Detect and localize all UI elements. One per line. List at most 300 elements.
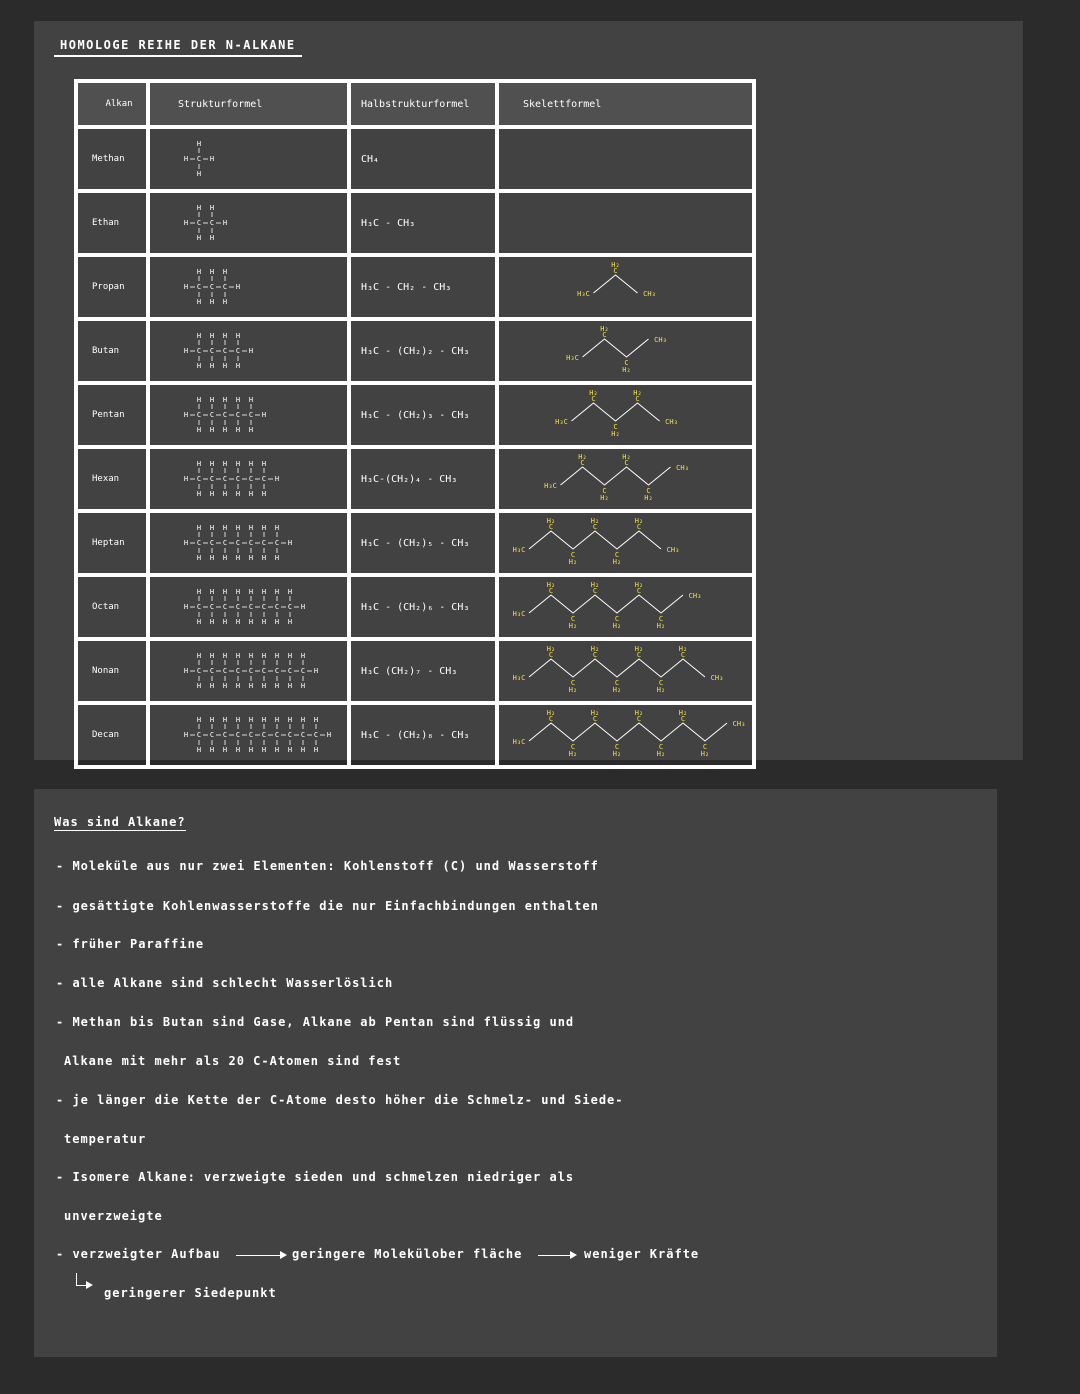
skeletal-formula-cell: [497, 383, 754, 447]
structural-formula: [180, 199, 243, 243]
alkane-name: Heptan: [92, 538, 125, 548]
ch2-label: H₂: [546, 709, 556, 717]
skeletal-formula: [499, 193, 752, 249]
hydrogen-label: H: [209, 155, 215, 163]
note-line-12: geringerer Siedepunkt: [104, 1286, 277, 1300]
alkane-name: Nonan: [92, 666, 120, 676]
ch3-label: H₃C: [512, 546, 526, 554]
carbon-label: C: [222, 603, 228, 611]
hydrogen-label: H: [209, 234, 215, 242]
skeletal-formula-cell: [497, 447, 754, 511]
carbon-label: C: [602, 331, 607, 339]
structural-formula: [180, 647, 334, 691]
skeletal-formula-wrapper: [499, 385, 752, 445]
ch2-label: H₂: [546, 645, 556, 653]
carbon-label: C: [209, 411, 215, 419]
hydrogen-label: H: [196, 652, 202, 660]
hydrogen-label: H: [274, 682, 280, 690]
hydrogen-label: H: [222, 716, 228, 724]
alkane-name-cell: [76, 639, 148, 703]
half-structural-formula-cell: [349, 319, 497, 383]
hydrogen-label: H: [222, 554, 228, 562]
hydrogen-label: H: [274, 588, 280, 596]
carbon-label: C: [614, 615, 620, 623]
hydrogen-label: H: [209, 554, 215, 562]
alkane-name-cell: [76, 703, 148, 767]
carbon-label: C: [248, 667, 254, 675]
note-line-5: - Methan bis Butan sind Gase, Alkane ab Pentan sind flüssig und: [56, 1015, 575, 1029]
alkane-name: Methan: [92, 154, 125, 164]
arrow-right-icon: [280, 1251, 287, 1259]
structural-formula-wrapper: [180, 647, 347, 695]
carbon-label: C: [602, 487, 607, 495]
skeletal-formula-wrapper: [499, 129, 752, 189]
column-header-skelettformel: Skelettformel: [497, 81, 754, 127]
hydrogen-label: H: [287, 539, 293, 547]
structural-formula-wrapper: [180, 263, 347, 311]
hydrogen-label: H: [274, 554, 280, 562]
hydrogen-label: H: [248, 396, 254, 404]
ch2-label: H₂: [700, 750, 710, 758]
carbon-label: C: [592, 587, 598, 595]
hydrogen-label: H: [222, 362, 228, 370]
half-structural-formula: H₃C (CH₂)₇ - CH₃: [361, 665, 458, 677]
ch2-label: H₂: [546, 517, 556, 525]
carbon-label: C: [222, 539, 228, 547]
carbon-label: C: [614, 743, 620, 751]
half-structural-formula-cell: [349, 255, 497, 319]
ch3-label: CH₃: [710, 674, 724, 682]
carbon-label: C: [592, 523, 598, 531]
table-panel: [34, 21, 1023, 760]
hydrogen-label: H: [222, 396, 228, 404]
note-line-11-end: weniger Kräfte: [584, 1247, 700, 1261]
note-line-1: - Moleküle aus nur zwei Elementen: Kohlenstoff (C) und Wasserstoff: [56, 859, 599, 873]
structural-formula-wrapper: [180, 711, 347, 759]
hydrogen-label: H: [274, 716, 280, 724]
carbon-chain: [572, 403, 660, 421]
carbon-label: C: [235, 539, 241, 547]
hydrogen-label: H: [196, 332, 202, 340]
carbon-label: C: [209, 347, 215, 355]
ch2-label: H₂: [600, 325, 609, 333]
hydrogen-label: H: [183, 603, 189, 611]
hydrogen-label: H: [287, 618, 293, 626]
hydrogen-label: H: [235, 746, 241, 754]
skeletal-formula-cell: [497, 511, 754, 575]
table-row: [76, 511, 754, 575]
skeletal-formula: [499, 513, 752, 569]
hydrogen-label: H: [248, 347, 254, 355]
carbon-label: C: [548, 523, 554, 531]
carbon-label: C: [570, 743, 576, 751]
carbon-label: C: [209, 667, 215, 675]
note-line-4: - alle Alkane sind schlecht Wasserlöslich: [56, 976, 394, 990]
half-structural-formula: H₃C - (CH₂)₃ - CH₃: [361, 409, 470, 421]
carbon-chain: [529, 723, 727, 741]
alkane-name: Octan: [92, 602, 120, 612]
ch2-label: H₂: [612, 686, 622, 694]
hydrogen-label: H: [196, 426, 202, 434]
hydrogen-label: H: [222, 460, 228, 468]
carbon-label: C: [287, 603, 293, 611]
structural-formula: [180, 583, 321, 627]
notes-content: [34, 789, 997, 1357]
hydrogen-label: H: [274, 746, 280, 754]
half-structural-formula-cell: [349, 703, 497, 767]
table-row: [76, 447, 754, 511]
ch2-label: H₂: [644, 494, 653, 502]
hydrogen-label: H: [248, 554, 254, 562]
hydrogen-label: H: [209, 426, 215, 434]
carbon-label: C: [235, 475, 241, 483]
carbon-label: C: [261, 731, 267, 739]
hydrogen-label: H: [235, 682, 241, 690]
table-row: [76, 191, 754, 255]
hydrogen-label: H: [222, 524, 228, 532]
hydrogen-label: H: [300, 603, 306, 611]
ch2-label: H₂: [568, 558, 578, 566]
carbon-label: C: [209, 475, 215, 483]
hydrogen-label: H: [183, 539, 189, 547]
hydrogen-label: H: [209, 588, 215, 596]
hydrogen-label: H: [261, 682, 267, 690]
hydrogen-label: H: [248, 588, 254, 596]
ch3-label: H₃C: [512, 738, 526, 746]
hydrogen-label: H: [248, 460, 254, 468]
hydrogen-label: H: [183, 155, 189, 163]
hydrogen-label: H: [300, 682, 306, 690]
structural-formula-wrapper: [180, 135, 347, 183]
ch2-label: H₂: [590, 645, 600, 653]
skeletal-formula-cell: [497, 575, 754, 639]
hydrogen-label: H: [287, 588, 293, 596]
note-line-2: - gesättigte Kohlenwasserstoffe die nur Einfachbindungen enthalten: [56, 899, 599, 913]
hydrogen-label: H: [222, 332, 228, 340]
ch3-label: H₃C: [566, 354, 579, 362]
carbon-label: C: [209, 539, 215, 547]
carbon-label: C: [209, 283, 215, 291]
alkane-table: [74, 79, 756, 769]
carbon-label: C: [274, 539, 280, 547]
hydrogen-label: H: [274, 618, 280, 626]
carbon-label: C: [196, 667, 202, 675]
hydrogen-label: H: [261, 588, 267, 596]
hydrogen-label: H: [248, 682, 254, 690]
skeletal-formula: [499, 257, 752, 313]
hydrogen-label: H: [222, 426, 228, 434]
carbon-label: C: [209, 603, 215, 611]
ch3-label: CH₃: [666, 546, 680, 554]
hydrogen-label: H: [287, 682, 293, 690]
carbon-label: C: [248, 539, 254, 547]
hydrogen-label: H: [209, 746, 215, 754]
hydrogen-label: H: [209, 524, 215, 532]
structural-formula-cell: [148, 511, 349, 575]
structural-formula-cell: [148, 255, 349, 319]
alkane-name-cell: [76, 127, 148, 191]
alkane-name: Pentan: [92, 410, 125, 420]
carbon-chain: [529, 659, 705, 677]
hydrogen-label: H: [196, 554, 202, 562]
alkane-name-cell: [76, 383, 148, 447]
half-structural-formula: H₃C - (CH₂)₅ - CH₃: [361, 537, 470, 549]
half-structural-formula: H₃C - CH₂ - CH₃: [361, 281, 452, 293]
skeletal-formula-cell: [497, 127, 754, 191]
carbon-label: C: [680, 651, 686, 659]
carbon-label: C: [209, 219, 215, 227]
hydrogen-label: H: [196, 746, 202, 754]
carbon-label: C: [209, 731, 215, 739]
structural-formula: [180, 391, 282, 435]
carbon-label: C: [235, 411, 241, 419]
half-structural-formula-cell: [349, 191, 497, 255]
carbon-label: C: [613, 267, 618, 275]
carbon-label: C: [658, 679, 664, 687]
table-row: [76, 575, 754, 639]
alkane-name-cell: [76, 511, 148, 575]
carbon-label: C: [614, 551, 620, 559]
ch3-label: CH₃: [654, 336, 667, 344]
half-structural-formula: H₃C-(CH₂)₄ - CH₃: [361, 473, 458, 485]
hydrogen-label: H: [196, 268, 202, 276]
carbon-label: C: [222, 475, 228, 483]
alkane-name: Butan: [92, 346, 120, 356]
carbon-label: C: [235, 347, 241, 355]
hydrogen-label: H: [261, 524, 267, 532]
structural-formula-cell: [148, 703, 349, 767]
carbon-label: C: [548, 587, 554, 595]
hydrogen-label: H: [209, 716, 215, 724]
hydrogen-label: H: [209, 618, 215, 626]
carbon-label: C: [636, 523, 642, 531]
note-line-9: - Isomere Alkane: verzweigte sieden und schmelzen niedriger als: [56, 1170, 575, 1184]
hydrogen-label: H: [222, 298, 228, 306]
ch2-label: H₂: [634, 581, 644, 589]
ch2-label: H₂: [656, 686, 666, 694]
hydrogen-label: H: [287, 746, 293, 754]
carbon-label: C: [624, 359, 629, 367]
carbon-label: C: [261, 603, 267, 611]
carbon-label: C: [248, 475, 254, 483]
hydrogen-label: H: [209, 362, 215, 370]
hydrogen-label: H: [183, 667, 189, 675]
hydrogen-label: H: [300, 652, 306, 660]
hydrogen-label: H: [209, 682, 215, 690]
hydrogen-label: H: [235, 426, 241, 434]
carbon-label: C: [592, 651, 598, 659]
carbon-label: C: [235, 603, 241, 611]
hydrogen-label: H: [235, 618, 241, 626]
hydrogen-label: H: [235, 396, 241, 404]
structural-formula-wrapper: [180, 391, 347, 439]
hydrogen-label: H: [196, 682, 202, 690]
carbon-label: C: [591, 395, 596, 403]
hydrogen-label: H: [261, 490, 267, 498]
hydrogen-label: H: [300, 716, 306, 724]
ch2-label: H₂: [656, 750, 666, 758]
hydrogen-label: H: [235, 652, 241, 660]
hydrogen-label: H: [183, 475, 189, 483]
skeletal-formula-wrapper: [499, 449, 752, 509]
skeletal-formula-cell: [497, 703, 754, 767]
carbon-label: C: [248, 731, 254, 739]
carbon-label: C: [592, 715, 598, 723]
skeletal-formula: [499, 705, 752, 761]
skeletal-formula: [499, 641, 752, 697]
note-line-8: temperatur: [64, 1132, 147, 1146]
alkane-name-cell: [76, 191, 148, 255]
hydrogen-label: H: [248, 652, 254, 660]
skeletal-formula-wrapper: [499, 705, 752, 765]
hydrogen-label: H: [196, 716, 202, 724]
skeletal-formula: [499, 449, 752, 505]
structural-formula-cell: [148, 639, 349, 703]
carbon-label: C: [248, 603, 254, 611]
structural-formula-wrapper: [180, 519, 347, 567]
hydrogen-label: H: [183, 411, 189, 419]
carbon-label: C: [261, 539, 267, 547]
ch2-label: H₂: [622, 453, 631, 461]
carbon-label: C: [636, 587, 642, 595]
carbon-label: C: [646, 487, 651, 495]
ch2-label: H₂: [546, 581, 556, 589]
ch2-label: H₂: [568, 750, 578, 758]
carbon-label: C: [274, 667, 280, 675]
hydrogen-label: H: [183, 219, 189, 227]
alkane-name: Propan: [92, 282, 125, 292]
structural-formula-cell: [148, 319, 349, 383]
carbon-label: C: [636, 715, 642, 723]
hydrogen-label: H: [196, 362, 202, 370]
skeletal-formula-cell: [497, 319, 754, 383]
hydrogen-label: H: [196, 234, 202, 242]
hydrogen-label: H: [274, 652, 280, 660]
ch3-label: H₃C: [544, 482, 557, 490]
ch3-label: CH₃: [665, 418, 678, 426]
notes-panel: [34, 789, 997, 1357]
ch2-label: H₂: [656, 622, 666, 630]
ch2-label: H₂: [634, 709, 644, 717]
half-structural-formula: H₃C - (CH₂)₈ - CH₃: [361, 729, 470, 741]
table-body: [76, 127, 754, 767]
hydrogen-label: H: [248, 618, 254, 626]
carbon-label: C: [570, 679, 576, 687]
carbon-label: C: [702, 743, 708, 751]
carbon-label: C: [196, 539, 202, 547]
half-structural-formula: H₃C - CH₃: [361, 217, 416, 229]
hydrogen-label: H: [222, 490, 228, 498]
table-row: [76, 127, 754, 191]
hydrogen-label: H: [222, 746, 228, 754]
hydrogen-label: H: [326, 731, 332, 739]
hydrogen-label: H: [209, 460, 215, 468]
hydrogen-label: H: [235, 490, 241, 498]
page-title: HOMOLOGE REIHE DER N-ALKANE: [54, 38, 302, 57]
carbon-label: C: [261, 475, 267, 483]
carbon-label: C: [580, 459, 585, 467]
carbon-label: C: [300, 667, 306, 675]
ch2-label: H₂: [568, 686, 578, 694]
carbon-label: C: [287, 731, 293, 739]
carbon-label: C: [261, 667, 267, 675]
skeletal-formula-cell: [497, 255, 754, 319]
carbon-label: C: [570, 615, 576, 623]
ch2-label: H₂: [633, 389, 642, 397]
ch3-label: H₃C: [577, 290, 590, 298]
hydrogen-label: H: [222, 652, 228, 660]
alkane-name-cell: [76, 447, 148, 511]
carbon-label: C: [624, 459, 629, 467]
hydrogen-label: H: [196, 298, 202, 306]
carbon-label: C: [300, 731, 306, 739]
column-header-halbstrukturformel: Halbstrukturformel: [349, 81, 497, 127]
structural-formula-cell: [148, 127, 349, 191]
hydrogen-label: H: [248, 490, 254, 498]
hydrogen-label: H: [196, 524, 202, 532]
note-line-7: - je länger die Kette der C-Atome desto höher die Schmelz- und Siede-: [56, 1093, 624, 1107]
note-line-6: Alkane mit mehr als 20 C-Atomen sind fest: [64, 1054, 402, 1068]
skeletal-formula: [499, 385, 752, 441]
hydrogen-label: H: [196, 140, 202, 148]
carbon-label: C: [222, 731, 228, 739]
structural-formula: [180, 263, 256, 307]
carbon-label: C: [222, 347, 228, 355]
half-structural-formula-cell: [349, 447, 497, 511]
hydrogen-label: H: [300, 746, 306, 754]
arrow-line-2: [538, 1255, 572, 1256]
ch3-label: CH₃: [732, 720, 746, 728]
table-row: [76, 255, 754, 319]
hydrogen-label: H: [222, 682, 228, 690]
hydrogen-label: H: [235, 283, 241, 291]
carbon-chain: [561, 467, 671, 485]
carbon-label: C: [196, 219, 202, 227]
carbon-label: C: [548, 651, 554, 659]
hydrogen-label: H: [235, 524, 241, 532]
carbon-chain: [529, 595, 683, 613]
carbon-label: C: [614, 679, 620, 687]
hydrogen-label: H: [313, 746, 319, 754]
carbon-label: C: [274, 731, 280, 739]
column-header-alkan: Alkan: [76, 81, 148, 127]
ch2-label: H₂: [590, 709, 600, 717]
carbon-chain: [594, 275, 638, 293]
column-header-strukturformel: Strukturformel: [148, 81, 349, 127]
hydrogen-label: H: [287, 716, 293, 724]
carbon-label: C: [658, 615, 664, 623]
skeletal-formula: [499, 577, 752, 633]
half-structural-formula-cell: [349, 383, 497, 447]
hydrogen-label: H: [183, 731, 189, 739]
carbon-label: C: [548, 715, 554, 723]
carbon-label: C: [248, 411, 254, 419]
ch2-label: H₂: [578, 453, 587, 461]
ch2-label: H₂: [600, 494, 609, 502]
carbon-label: C: [196, 347, 202, 355]
carbon-label: C: [196, 155, 202, 163]
ch2-label: H₂: [678, 709, 688, 717]
carbon-label: C: [287, 667, 293, 675]
table-row: [76, 319, 754, 383]
skeletal-formula-wrapper: [499, 321, 752, 381]
hydrogen-label: H: [209, 298, 215, 306]
half-structural-formula-cell: [349, 639, 497, 703]
hydrogen-label: H: [287, 652, 293, 660]
ch2-label: H₂: [568, 622, 578, 630]
hydrogen-label: H: [235, 716, 241, 724]
structural-formula: [180, 455, 295, 499]
